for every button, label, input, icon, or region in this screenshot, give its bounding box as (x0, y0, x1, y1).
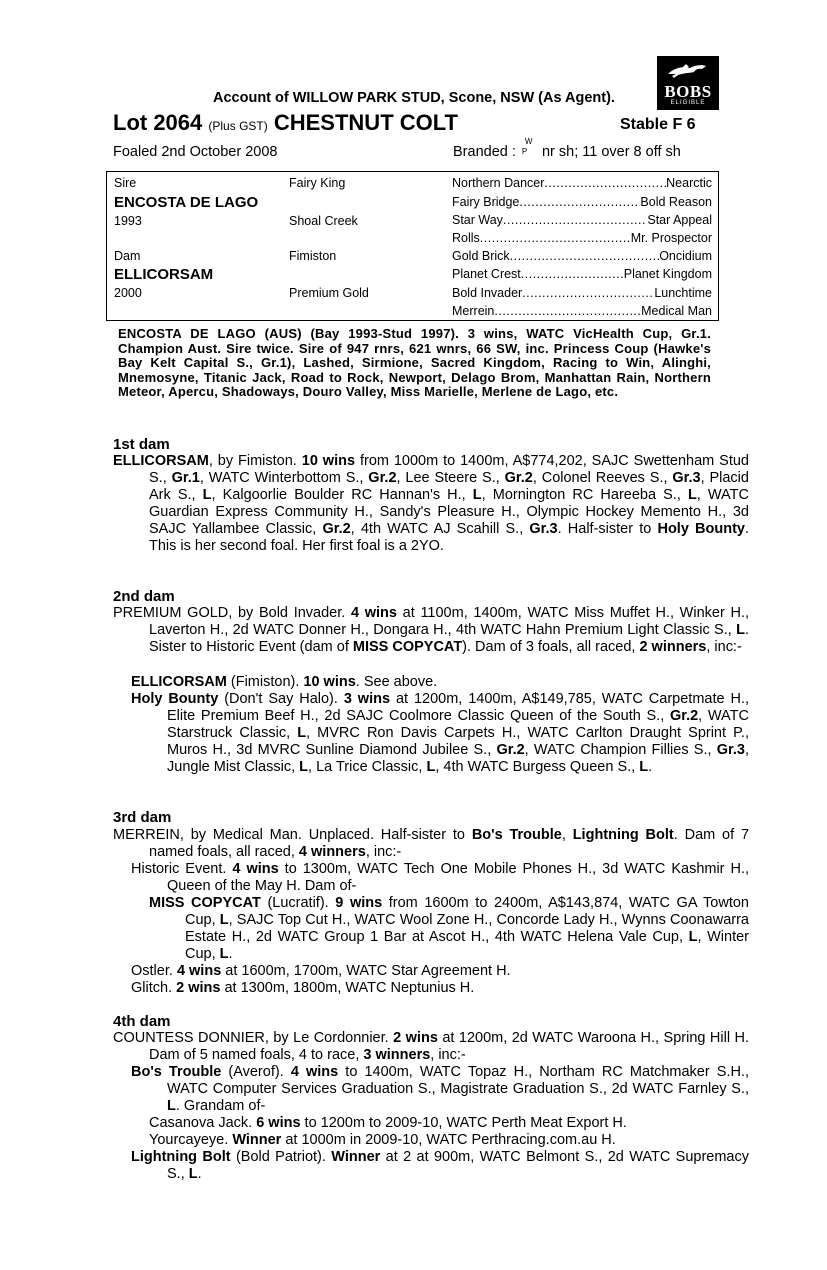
ancestor-row: Star Way ..... Star Appeal (452, 213, 712, 227)
ancestor-row: Rolls ..... Mr. Prospector (452, 231, 712, 245)
grandprogeny-entry: Casanova Jack. 6 wins to 1200m to 2009-10, WATC Perth Meat Export H. (149, 1115, 627, 1131)
first-dam-paragraph: ELLICORSAM, by Fimiston. 10 wins from 1000m to 1400m, A$774,202, SAJC Swettenham Stud S., Gr.1, WATC Winterbottom S., Gr.2, Lee Steere S., Gr.2, Colonel Reeves S., Gr.3, Placid Ark S., L, Kalgoorlie Boulder RC Hannan's H., L, Mornington RC Hareeba S., L, WATC Guardian Express Community H., Sandy's Pleasure H., Olympic Hockey Memento H., 3d SAJC Yallambee Classic, Gr.2, 4th WATC AJ Scahill S., Gr.3. Half-sister to Holy Bounty. This is her second foal. Her first foal is a 2YO. (113, 453, 750, 554)
horse-icon (664, 60, 712, 82)
dam-name: ELLICORSAM (114, 266, 214, 283)
dam-dam: Premium Gold (289, 286, 369, 300)
sire-summary: ENCOSTA DE LAGO (AUS) (Bay 1993-Stud 1997). 3 wins, WATC VicHealth Cup, Gr.1. Champion Aust. Sire twice. Sire of 947 rnrs, 621 wnrs, 66 SW, inc. Princess Coup (Hawke's Bay Kelt Capital S., Gr.1), Lashed, Sirmione, Sacred Kingdom, Racing to Win, Alinghi, Mnemosyne, Titanic Jack, Road to Rock, Newport, Delago Brom, Manhattan Rain, Northern Meteor, Apercu, Shadoways, Douro Valley, Miss Marielle, Merlene de Lago, etc. (118, 326, 711, 399)
plus-gst-note: (Plus GST) (208, 119, 268, 133)
brand-bottom: P (521, 147, 528, 156)
ancestor-row: Fairy Bridge ..... Bold Reason (452, 195, 712, 209)
second-dam-heading: 2nd dam (113, 588, 175, 605)
fourth-dam-paragraph: COUNTESS DONNIER, by Le Cordonnier. 2 wins at 1200m, 2d WATC Waroona H., Spring Hill H. Dam of 5 named foals, 4 to race, 3 winners, inc:- (113, 1030, 749, 1063)
sire-label: Sire (114, 176, 137, 190)
horse-description: CHESTNUT COLT (273, 110, 458, 135)
brand-text: nr sh; 11 over 8 off sh (541, 144, 681, 160)
third-dam-heading: 3rd dam (113, 809, 172, 826)
logo-subtext: ELIGIBLE (670, 100, 706, 106)
progeny-entry: Lightning Bolt (Bold Patriot). Winner at 2 at 900m, WATC Belmont S., 2d WATC Supremacy S., L. (131, 1149, 749, 1182)
sire-dam: Shoal Creek (289, 214, 358, 228)
sire-sire: Fairy King (289, 176, 346, 190)
brand-info (453, 137, 681, 160)
ancestor-row: Planet Crest ..... Planet Kingdom (452, 267, 712, 281)
dam-sire: Fimiston (289, 249, 337, 263)
second-dam-paragraph: PREMIUM GOLD, by Bold Invader. 4 wins at 1100m, 1400m, WATC Miss Muffet H., Winker H., Laverton H., 2d WATC Donner H., Dongara H., 4th WATC Hahn Premium Light Classic S., L. Sister to Historic Event (dam of MISS COPYCAT). Dam of 3 foals, all raced, 2 winners, inc:- (113, 605, 749, 655)
dam-label: Dam (114, 249, 141, 263)
sire-year: 1993 (114, 214, 142, 228)
branded-label: Branded : (453, 144, 516, 160)
grandprogeny-entry: MISS COPYCAT (Lucratif). 9 wins from 1600m to 2400m, A$143,874, WATC GA Towton Cup, L, SAJC Top Cut H., WATC Wool Zone H., Concorde Lady H., Wynns Coonawarra Estate H., 2d WATC Group 1 Bar at Ascot H., 4th WATC Helena Vale Cup, L, Winter Cup, L. (149, 895, 750, 962)
progeny-entry: ELLICORSAM (Fimiston). 10 wins. See above. (131, 674, 438, 690)
progeny-entry: Historic Event. 4 wins to 1300m, WATC Tech One Mobile Phones H., 3d WATC Kashmir H., Queen of the May H. Dam of- (131, 861, 750, 894)
progeny-entry: Ostler. 4 wins at 1600m, 1700m, WATC Star Agreement H. (131, 963, 511, 979)
progeny-entry: Glitch. 2 wins at 1300m, 1800m, WATC Neptunius H. (131, 980, 475, 996)
vendor-account: Account of WILLOW PARK STUD, Scone, NSW (As Agent). (213, 90, 615, 106)
ancestor-row: Northern Dancer ..... Nearctic (452, 176, 712, 190)
ancestor-row: Gold Brick ..... Oncidium (452, 249, 712, 263)
sire-name: ENCOSTA DE LAGO (114, 194, 259, 211)
lot-number: Lot 2064 (113, 110, 203, 135)
dam-year: 2000 (114, 286, 142, 300)
grandprogeny-entry: Yourcayeye. Winner at 1000m in 2009-10, WATC Perthracing.com.au H. (149, 1132, 616, 1148)
brand-mark (521, 137, 536, 158)
first-dam-heading: 1st dam (113, 436, 170, 453)
ancestor-row: Merrein ..... Medical Man (452, 304, 712, 318)
third-dam-paragraph: MERREIN, by Medical Man. Unplaced. Half-sister to Bo's Trouble, Lightning Bolt. Dam of 7 named foals, all raced, 4 winners, inc:- (113, 827, 750, 860)
lot-title (113, 110, 458, 136)
bobs-eligible-logo (657, 56, 719, 110)
logo-word: BOBS (664, 82, 712, 101)
pedigree-table (106, 171, 719, 321)
progeny-entry: Holy Bounty (Don't Say Halo). 3 wins at 1200m, 1400m, A$149,785, WATC Carpetmate H., Elite Premium Beef H., 2d SAJC Coolmore Classic Queen of the South S., Gr.2, WATC Starstruck Classic, L, MVRC Ron Davis Carpets H., WATC Carlton Draught Sprint P., Muros H., 3d MVRC Sunline Diamond Jubilee S., Gr.2, WATC Champion Fillies S., Gr.3, Jungle Mist Classic, L, La Trice Classic, L, 4th WATC Burgess Queen S., L. (131, 691, 749, 775)
progeny-entry: Bo's Trouble (Averof). 4 wins to 1400m, WATC Topaz H., Northam RC Matchmaker S.H., WATC Computer Services Graduation S., Magistrate Graduation S., 2d WATC Farnley S., L. Grandam of- (131, 1064, 750, 1114)
fourth-dam-heading: 4th dam (113, 1013, 171, 1030)
stable-location: Stable F 6 (620, 116, 696, 133)
brand-top: W (524, 137, 533, 146)
foaled-date: Foaled 2nd October 2008 (113, 144, 278, 160)
ancestor-row: Bold Invader ..... Lunchtime (452, 286, 712, 300)
